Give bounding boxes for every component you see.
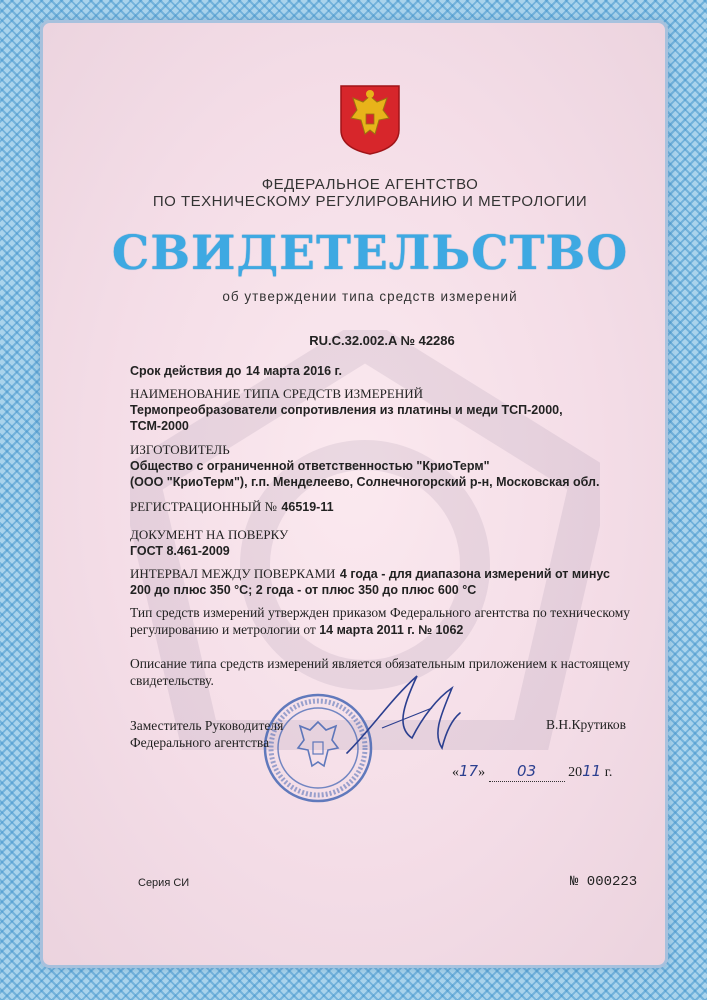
manufacturer-label: ИЗГОТОВИТЕЛЬ: [130, 442, 230, 457]
instrument-line1: Термопреобразователи сопротивления из платины и меди ТСП-2000,: [130, 403, 563, 417]
verification-doc: ГОСТ 8.461-2009: [130, 544, 230, 558]
manufacturer-line2: (ООО "КриоТерм"), г.п. Менделеево, Солнечногорский р-н, Московская обл.: [130, 475, 600, 489]
verification-doc-label: ДОКУМЕНТ НА ПОВЕРКУ: [130, 527, 289, 542]
registration-row: [130, 499, 630, 515]
signatory-position: [130, 717, 350, 751]
approval-paragraph: [130, 604, 630, 639]
certificate-serial-number: № 000223: [570, 874, 638, 890]
registration-label: РЕГИСТРАЦИОННЫЙ №: [130, 499, 277, 514]
interval-line1: 4 года - для диапазона измерений от минус: [339, 567, 610, 581]
interval-line2: 200 до плюс 350 °С; 2 года - от плюс 350 до плюс 600 °С: [130, 583, 477, 597]
date-year-hand: 11: [582, 762, 602, 780]
signatory-position-line2: Федерального агентства: [130, 735, 270, 750]
interval-label: ИНТЕРВАЛ МЕЖДУ ПОВЕРКАМИ: [130, 566, 336, 581]
registration-number: 46519-11: [281, 500, 334, 514]
signatory-position-line1: Заместитель Руководителя: [130, 718, 284, 733]
validity-date: 14 марта 2016 г.: [245, 364, 342, 378]
signature-handwritten-icon: [342, 668, 462, 768]
instrument-block: [130, 386, 630, 434]
certificate-title: СВИДЕТЕЛЬСТВО: [111, 226, 629, 281]
date-day: 17: [459, 762, 479, 780]
manufacturer-line1: Общество с ограниченной ответственностью "КриоТерм": [130, 459, 490, 473]
date-year-prefix: 20: [568, 765, 583, 780]
instrument-line2: ТСМ-2000: [130, 419, 189, 433]
interval-block: [130, 566, 630, 598]
certificate-reg-number: RU.C.32.002.A № 42286: [309, 333, 455, 348]
signatory-name: В.Н.Крутиков: [546, 717, 626, 732]
validity-label: Срок действия до: [130, 364, 242, 378]
approval-order: 14 марта 2011 г. № 1062: [319, 623, 464, 637]
signature-date: «17» 03 2011 г.: [452, 762, 613, 780]
russian-coat-of-arms-icon: [339, 84, 401, 156]
agency-name-line2: ПО ТЕХНИЧЕСКОМУ РЕГУЛИРОВАНИЮ И МЕТРОЛОГИИ: [152, 193, 588, 210]
instrument-label: НАИМЕНОВАНИЕ ТИПА СРЕДСТВ ИЗМЕРЕНИЙ: [130, 386, 423, 401]
description-paragraph: Описание типа средств измерений является обязательным приложением к настоящему свидетельству.: [130, 656, 630, 688]
date-suffix: г.: [604, 765, 613, 780]
date-month: 03: [517, 762, 537, 780]
approval-text: Тип средств измерений утвержден приказом Федерального агентства по техническому регулированию и метрологии от: [130, 605, 630, 637]
series-label: Серия СИ: [138, 877, 190, 889]
verification-block: [130, 527, 630, 559]
certificate-subtitle: об утверждении типа средств измерений: [222, 289, 518, 304]
validity-row: [130, 363, 630, 379]
manufacturer-block: [130, 442, 630, 490]
agency-name-line1: ФЕДЕРАЛЬНОЕ АГЕНТСТВО: [261, 176, 479, 193]
